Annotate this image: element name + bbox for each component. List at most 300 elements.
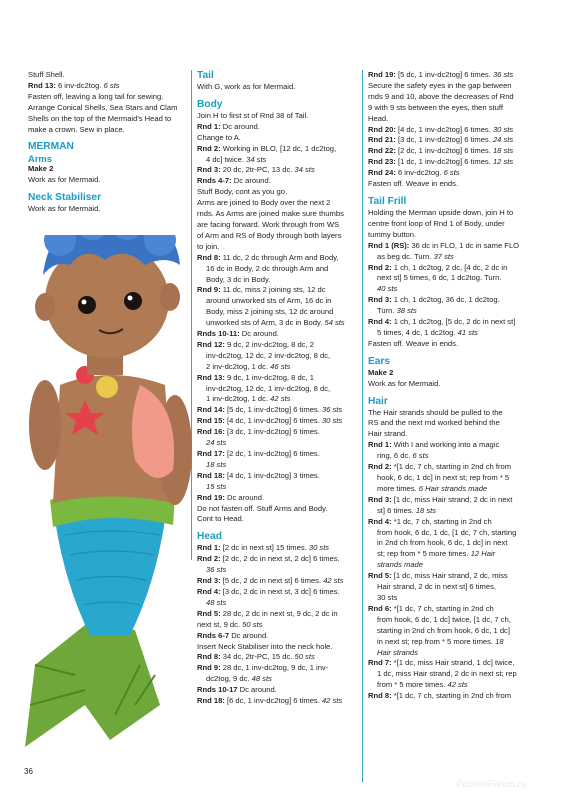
instruction-text: Turn.: [377, 306, 397, 316]
stitch-count: 30 sts: [492, 124, 514, 134]
instruction-line: [197, 504, 357, 515]
instruction-text: Fasten off. Weave in ends.: [368, 179, 459, 189]
instruction-text: [6 dc, 1 inv-dc2tog] 6 times.: [224, 696, 322, 706]
instruction-line: [368, 284, 542, 295]
tail-text: With G, work as for Mermaid.: [197, 82, 296, 91]
instruction-line: [197, 438, 357, 449]
instruction-text: are facing forward. Work through from WS: [197, 219, 340, 229]
stitch-count: 12 sts: [492, 157, 514, 167]
stitch-count: 42 sts: [447, 680, 468, 690]
stitch-count: 15 sts: [206, 481, 227, 491]
instruction-line: [368, 92, 542, 103]
head-heading: Head: [197, 531, 222, 543]
instruction-line: [28, 70, 183, 81]
stitch-count: 42 sts: [321, 696, 343, 706]
instruction-text: 1 dc, miss Hair strand, 2 dc in next st; rep: [377, 669, 517, 679]
instruction-line: [197, 416, 357, 427]
instruction-text: Body, 3 dc in Body.: [206, 274, 271, 284]
instruction-line: [368, 615, 542, 626]
instruction-line: [368, 462, 542, 473]
instruction-text: Do not fasten off. Stuff Arms and Body.: [197, 503, 328, 513]
round-label: Rnd 8:: [368, 691, 392, 701]
instruction-text: unworked sts of Arm, 3 dc in Body.: [206, 318, 325, 328]
instruction-text: Working in BLO, [12 dc, 1 dc2tog,: [220, 143, 337, 153]
stitch-count: 38 sts: [396, 306, 417, 316]
instruction-line: [197, 231, 357, 242]
ears-text: Work as for Mermaid.: [368, 378, 441, 388]
instruction-text: 2 inv-dc2tog, 1 dc.: [206, 361, 271, 371]
stitch-count: 40 sts: [377, 284, 398, 294]
instruction-line: [368, 273, 542, 284]
instruction-line: [197, 373, 357, 384]
column-divider-2: [362, 70, 363, 782]
instruction-text: Arms are joined to Body over the next 2: [197, 198, 331, 208]
round-label: Rnd 5:: [197, 608, 221, 618]
round-label: Rnd 4:: [368, 317, 392, 327]
instruction-line: [197, 209, 357, 220]
neck-stabiliser-heading: Neck Stabiliser: [28, 192, 102, 204]
round-label: Rnd 17:: [197, 449, 225, 458]
instruction-line: [197, 144, 357, 155]
instruction-text: dc2tog, 9 dc.: [206, 674, 252, 684]
instruction-line: [197, 384, 357, 395]
instruction-text: Dc around.: [237, 685, 277, 695]
instruction-text: Dc around.: [224, 492, 265, 502]
instruction-text: RS and the next rnd worked behind the: [368, 418, 500, 428]
instruction-text: in next st; rep from * 5 more times.: [377, 636, 496, 646]
instruction-text: ring, 6 dc.: [377, 451, 413, 461]
instruction-line: [197, 449, 357, 460]
stitch-count: 36 sts: [492, 70, 514, 79]
instruction-text: [5 dc, 2 dc in next st] 6 times.: [220, 576, 324, 586]
stitch-count: 42 sts: [323, 576, 344, 586]
arms-heading: Arms: [28, 153, 52, 165]
instruction-line: [197, 340, 357, 351]
instruction-line: [368, 418, 542, 429]
instruction-line: [368, 571, 542, 582]
round-label: Rnd 9:: [197, 285, 221, 295]
instruction-line: [368, 103, 542, 114]
merman-heading: MERMAN: [28, 141, 74, 153]
instruction-line: [197, 493, 357, 504]
round-label: Rnd 13:: [28, 80, 56, 90]
round-label: Rnd 8:: [197, 252, 221, 262]
stitch-count: 54 sts: [324, 318, 345, 328]
round-label: Rnd 18:: [197, 470, 225, 480]
instruction-line: [368, 451, 542, 462]
stitch-count: 12 Hair: [470, 549, 496, 559]
instruction-text: Dc around.: [229, 630, 269, 640]
instruction-line: [368, 506, 542, 517]
instruction-line: [368, 528, 542, 539]
column-1: [28, 70, 183, 215]
instruction-text: from hook, 6 dc, 1 dc] twice, [1 dc, 7 ch,: [377, 614, 511, 624]
instruction-line: [368, 230, 542, 241]
instruction-line: [197, 362, 357, 373]
round-label: Rnds 10-17: [197, 685, 238, 695]
arms-text: Work as for Mermaid.: [28, 175, 101, 185]
instruction-line: [197, 471, 357, 482]
instruction-text: The Hair strands should be pulled to the: [368, 407, 503, 417]
stitch-count: strands made: [377, 560, 424, 570]
instruction-line: [368, 429, 542, 440]
instruction-text: Dc around.: [239, 329, 279, 339]
instruction-line: [197, 111, 357, 122]
instruction-line: [197, 253, 357, 264]
instruction-text: inv-dc2tog, 12 dc, 2 inv-dc2tog, 8 dc,: [206, 350, 331, 360]
tail-frill-heading: Tail Frill: [368, 195, 407, 207]
hair-instructions: [368, 408, 542, 702]
instruction-text: 20 dc, 2tr-PC, 13 dc.: [220, 165, 295, 175]
instruction-text: inv-dc2tog, 12 dc, 1 inv-dc2tog, 8 dc,: [206, 383, 331, 393]
instruction-text: Insert Neck Stabiliser into the neck hole.: [197, 641, 333, 651]
instruction-line: [197, 514, 357, 525]
stitch-count: 6 sts: [103, 80, 120, 90]
round-label: Rnd 1:: [197, 543, 221, 553]
instruction-text: Holding the Merman upside down, join H to: [368, 207, 514, 217]
stitch-count: 34 sts: [294, 165, 315, 175]
stitch-count: 48 sts: [206, 597, 227, 607]
instruction-line: [368, 538, 542, 549]
instruction-line: [197, 565, 357, 576]
shell-instructions: [28, 70, 183, 135]
stitch-count: 50 sts: [294, 652, 315, 662]
instruction-line: [197, 576, 357, 587]
instruction-text: make a crown. Sew in place.: [28, 124, 125, 134]
round-label: Rnd 22:: [368, 146, 396, 156]
instruction-line: [197, 554, 357, 565]
tail-frill-instructions: [368, 208, 542, 350]
instruction-text: 28 dc, 2 dc in next st, 9 dc, 2 dc in: [220, 608, 338, 618]
instruction-line: [197, 133, 357, 144]
instruction-text: 11 dc, miss 2 joining sts, 12 dc: [220, 285, 326, 295]
instruction-text: 11 dc, 2 dc through Arm and Body,: [220, 252, 339, 262]
instruction-line: [368, 648, 542, 659]
stitch-count: 24 sts: [492, 135, 514, 145]
instruction-line: [197, 176, 357, 187]
clam-shell: [96, 376, 118, 398]
round-label: Rnd 3:: [197, 576, 221, 586]
round-label: Rnd 19:: [197, 492, 225, 502]
instruction-line: [197, 242, 357, 253]
instruction-line: [197, 587, 357, 598]
round-label: Rnd 9:: [197, 663, 221, 673]
round-label: Rnd 12:: [197, 339, 225, 349]
round-label: Rnd 16:: [197, 427, 225, 437]
page-number: 36: [24, 767, 33, 776]
instruction-line: [197, 351, 357, 362]
arms-make-count: Make 2: [28, 164, 54, 174]
instruction-line: [197, 394, 357, 405]
instruction-text: [3 dc, 2 dc in next st, 3 dc] 6 times.: [220, 586, 340, 596]
instruction-text: Fasten off. Weave in ends.: [368, 338, 459, 348]
head-instructions: [197, 543, 357, 707]
instruction-line: [368, 241, 542, 252]
instruction-line: [368, 208, 542, 219]
round-label: Rnd 1:: [197, 121, 221, 131]
stitch-count: 36 sts: [321, 405, 343, 415]
instruction-line: [368, 157, 542, 168]
instruction-text: to join.: [197, 241, 220, 251]
body-heading: Body: [197, 98, 223, 110]
instruction-text: Join H to first st of Rnd 38 of Tail.: [197, 110, 309, 120]
instruction-text: [5 dc, 1 inv-dc2tog] 6 times.: [224, 405, 322, 415]
column-2: [197, 70, 357, 707]
merman-doll-image: [15, 235, 195, 755]
instruction-text: Change to A.: [197, 132, 241, 142]
instruction-text: tummy button.: [368, 229, 417, 239]
instruction-line: [368, 604, 542, 615]
instruction-text: [1 dc, 1 inv-dc2tog] 6 times.: [395, 157, 493, 167]
round-label: Rnds 10-11:: [197, 329, 240, 339]
instruction-text: rnds. As Arms are joined make sure thumbs: [197, 209, 344, 219]
instruction-text: *[1 dc, 7 ch, starting in 2nd ch: [391, 603, 494, 613]
round-label: Rnd 24:: [368, 168, 396, 178]
instruction-text: Secure the safety eyes in the gap between: [368, 80, 512, 90]
stitch-count: 6 sts: [412, 451, 429, 461]
instruction-text: Stuff Body, cont as you go.: [197, 187, 288, 197]
instruction-text: [5 dc, 1 inv-dc2tog] 6 times.: [395, 70, 493, 79]
instruction-line: [368, 582, 542, 593]
instruction-text: Shells on the top of the Mermaid's Head to: [28, 113, 172, 123]
instruction-line: [197, 264, 357, 275]
instruction-line: [368, 593, 542, 604]
hair-heading: Hair: [368, 395, 388, 407]
instruction-text: 1 ch, 1 dc2tog, 36 dc, 1 dc2tog.: [391, 295, 500, 305]
round-label: Rnds 6-7: [197, 630, 230, 640]
instruction-text: [2 dc in next st] 15 times.: [220, 543, 309, 553]
stitch-count: 24 sts: [206, 438, 227, 448]
instruction-line: [28, 125, 183, 136]
ear-left: [35, 293, 55, 321]
round-label: Rnd 1:: [368, 440, 392, 450]
instruction-line: [368, 263, 542, 274]
instruction-line: [197, 318, 357, 329]
instruction-text: [1 dc, miss Hair strand, 2 dc, miss: [391, 571, 508, 581]
instruction-line: [368, 125, 542, 136]
round-label: Rnd 7:: [368, 658, 392, 668]
instruction-text: With I and working into a magic: [391, 440, 500, 450]
instruction-text: in 2nd ch from hook, 6 dc, 1 dc] in next: [377, 538, 508, 548]
instruction-line: [368, 473, 542, 484]
instruction-text: around unworked sts of Arm, 16 dc in: [206, 296, 332, 306]
round-label: Rnd 2:: [368, 462, 392, 472]
round-label: Rnd 4:: [197, 586, 221, 596]
instruction-text: 4 dc] twice.: [206, 154, 247, 164]
round-label: Rnd 4:: [368, 516, 392, 526]
instruction-line: [197, 296, 357, 307]
round-label: Rnd 19:: [368, 70, 396, 79]
instruction-line: [28, 103, 183, 114]
round-label: Rnds 4-7:: [197, 176, 232, 186]
stitch-count: 37 sts: [433, 251, 454, 261]
instruction-text: 9 with 9 sts between the eyes, then stuff: [368, 102, 503, 112]
instruction-line: [368, 219, 542, 230]
instruction-line: [368, 317, 542, 328]
instruction-line: [197, 405, 357, 416]
instruction-line: [197, 198, 357, 209]
round-label: Rnd 1 (RS):: [368, 240, 410, 250]
instruction-line: [28, 114, 183, 125]
instruction-text: st; rep from * 5 more times.: [377, 549, 471, 559]
instruction-line: [197, 543, 357, 554]
instruction-line: [197, 685, 357, 696]
instruction-line: [368, 658, 542, 669]
instruction-line: [368, 179, 542, 190]
instruction-text: [3 dc, 1 inv-dc2tog] 6 times.: [395, 135, 493, 145]
round-label: Rnd 14:: [197, 405, 225, 415]
instruction-line: [368, 146, 542, 157]
instruction-text: from hook, 6 dc, 1 dc, [1 dc, 7 ch, starting: [377, 527, 517, 537]
round-label: Rnd 15:: [197, 416, 225, 426]
instruction-text: 34 dc, 2tr-PC, 15 dc.: [220, 652, 295, 662]
instruction-text: *[1 dc, miss Hair strand, 1 dc] twice,: [391, 658, 515, 668]
instruction-line: [368, 328, 542, 339]
instruction-text: 6 inv-dc2tog.: [55, 80, 104, 90]
instruction-text: of Arm and RS of Body through both layers: [197, 230, 342, 240]
instruction-text: *1 dc, 7 ch, starting in 2nd ch: [391, 516, 492, 526]
round-label: Rnd 3:: [197, 165, 221, 175]
instruction-text: starting in 2nd ch from hook, 6 dc, 1 dc]: [377, 625, 510, 635]
instruction-line: [197, 642, 357, 653]
round-label: Rnd 20:: [368, 124, 396, 134]
instruction-line: [368, 135, 542, 146]
instruction-line: [197, 427, 357, 438]
instruction-text: Stuff Shell.: [28, 70, 65, 79]
instruction-text: Head.: [368, 113, 389, 123]
instruction-text: *[1 dc, 7 ch, starting in 2nd ch from: [391, 462, 512, 472]
instruction-line: [197, 275, 357, 286]
round-label: Rnd 2:: [368, 262, 392, 272]
instruction-text: [1 dc, miss Hair strand, 2 dc in next: [391, 494, 513, 504]
instruction-text: Hair strand.: [368, 429, 408, 439]
stitch-count: 6 sts: [443, 168, 460, 178]
stitch-count: 30 sts: [308, 543, 330, 553]
round-label: Rnd 8:: [197, 652, 221, 662]
stitch-count: 18 sts: [492, 146, 514, 156]
eye-right: [124, 292, 142, 310]
instruction-line: [197, 329, 357, 340]
stitch-count: 34 sts: [246, 154, 267, 164]
watermark: PassionForum.ru: [456, 779, 527, 790]
instruction-line: [197, 609, 357, 620]
instruction-text: Fasten off, leaving a long tail for sewing.: [28, 91, 164, 101]
stitch-count: 18 sts: [206, 459, 227, 469]
instruction-text: 36 dc in FLO, 1 dc in same FLO: [409, 240, 520, 250]
instruction-text: more times.: [377, 483, 419, 493]
instruction-line: [368, 637, 542, 648]
instruction-line: [368, 549, 542, 560]
instruction-line: [368, 440, 542, 451]
instruction-text: next st] 5 times, 6 dc, 1 dc2tog. Turn.: [377, 273, 502, 283]
instruction-text: [2 dc, 1 inv-dc2tog] 6 times.: [224, 449, 320, 458]
instruction-line: [28, 92, 183, 103]
instruction-line: [197, 674, 357, 685]
round-label: Rnd 21:: [368, 135, 396, 145]
ear-right: [160, 283, 180, 311]
instruction-line: [28, 81, 183, 92]
instruction-line: [368, 484, 542, 495]
tail-fin: [25, 625, 160, 747]
instruction-text: 28 dc, 1 inv-dc2tog, 9 dc, 1 inv-: [220, 663, 329, 673]
instruction-text: [2 dc, 2 dc in next st, 2 dc] 6 times.: [220, 554, 340, 564]
instruction-text: Hair strand, 2 dc in next st] 6 times.: [377, 582, 497, 592]
instruction-text: [4 dc, 1 inv-dc2tog] 6 times.: [224, 416, 322, 426]
instruction-line: [368, 306, 542, 317]
instruction-text: rnds 9 and 10, above the decreases of Rnd: [368, 91, 514, 101]
instruction-line: [197, 165, 357, 176]
instruction-text: as beg dc. Turn.: [377, 251, 434, 261]
round-label: Rnd 13:: [197, 372, 225, 382]
round-label: Rnd 2:: [197, 554, 221, 564]
instruction-text: Dc around.: [231, 176, 271, 186]
ears-heading: Ears: [368, 355, 391, 367]
instruction-text: Body, miss 2 joining sts, 12 dc around: [206, 307, 334, 317]
instruction-line: [197, 460, 357, 471]
conch-shell: [132, 385, 174, 478]
instruction-line: [368, 70, 542, 81]
instruction-line: [368, 560, 542, 571]
eye-left: [78, 296, 96, 314]
instruction-line: [197, 307, 357, 318]
instruction-line: [368, 339, 542, 350]
neck-stabiliser-text: Work as for Mermaid.: [28, 204, 101, 214]
instruction-text: Cont to Head.: [197, 514, 244, 524]
stitch-count: 48 sts: [251, 674, 272, 684]
body-instructions: [197, 111, 357, 525]
instruction-text: Arrange Conical Shells, Sea Stars and Clam: [28, 102, 178, 112]
instruction-text: 5 times, 4 dc, 1 dc2tog.: [377, 327, 458, 337]
instruction-text: from * 5 more times.: [377, 680, 448, 690]
instruction-line: [197, 220, 357, 231]
left-arm: [29, 380, 61, 470]
instruction-line: [197, 631, 357, 642]
stitch-count: Hair strands: [377, 647, 418, 657]
stitch-count: 18 sts: [415, 505, 437, 515]
instruction-text: hook, 6 dc, 1 dc] in next st; rep from * 5: [377, 473, 510, 482]
round-label: Rnd 3:: [368, 494, 392, 504]
instruction-text: 30 sts: [377, 592, 398, 602]
instruction-text: 1 inv-dc2tog, 1 dc.: [206, 394, 271, 404]
round-label: Rnd 5:: [368, 571, 392, 581]
instruction-text: 1 ch, 1 dc2tog, [5 dc, 2 dc in next st]: [391, 317, 516, 327]
instruction-line: [368, 680, 542, 691]
instruction-line: [368, 81, 542, 92]
instruction-line: [197, 187, 357, 198]
instruction-text: Dc around.: [220, 121, 260, 131]
instruction-line: [197, 482, 357, 493]
instruction-text: centre front loop of Rnd 1 of Body, under: [368, 218, 505, 228]
stitch-count: 46 sts: [270, 361, 291, 371]
round-label: Rnd 6:: [368, 603, 392, 613]
stitch-count: 50 sts: [242, 619, 263, 629]
round-label: Rnd 23:: [368, 157, 396, 167]
instruction-line: [197, 598, 357, 609]
instruction-text: st] 6 times.: [377, 505, 416, 515]
ears-make-count: Make 2: [368, 367, 394, 377]
instruction-text: *[1 dc, 7 ch, starting in 2nd ch from: [391, 691, 512, 701]
instruction-text: 9 dc, 1 inv-dc2tog, 8 dc, 1: [224, 372, 314, 382]
stitch-count: 41 sts: [457, 327, 478, 337]
stitch-count: 36 sts: [206, 565, 227, 575]
instruction-line: [368, 252, 542, 263]
stitch-count: 18: [495, 636, 504, 646]
instruction-line: [368, 495, 542, 506]
column-3: [368, 70, 542, 702]
round-label: Rnd 3:: [368, 295, 392, 305]
instruction-line: [368, 517, 542, 528]
instruction-line: [197, 620, 357, 631]
